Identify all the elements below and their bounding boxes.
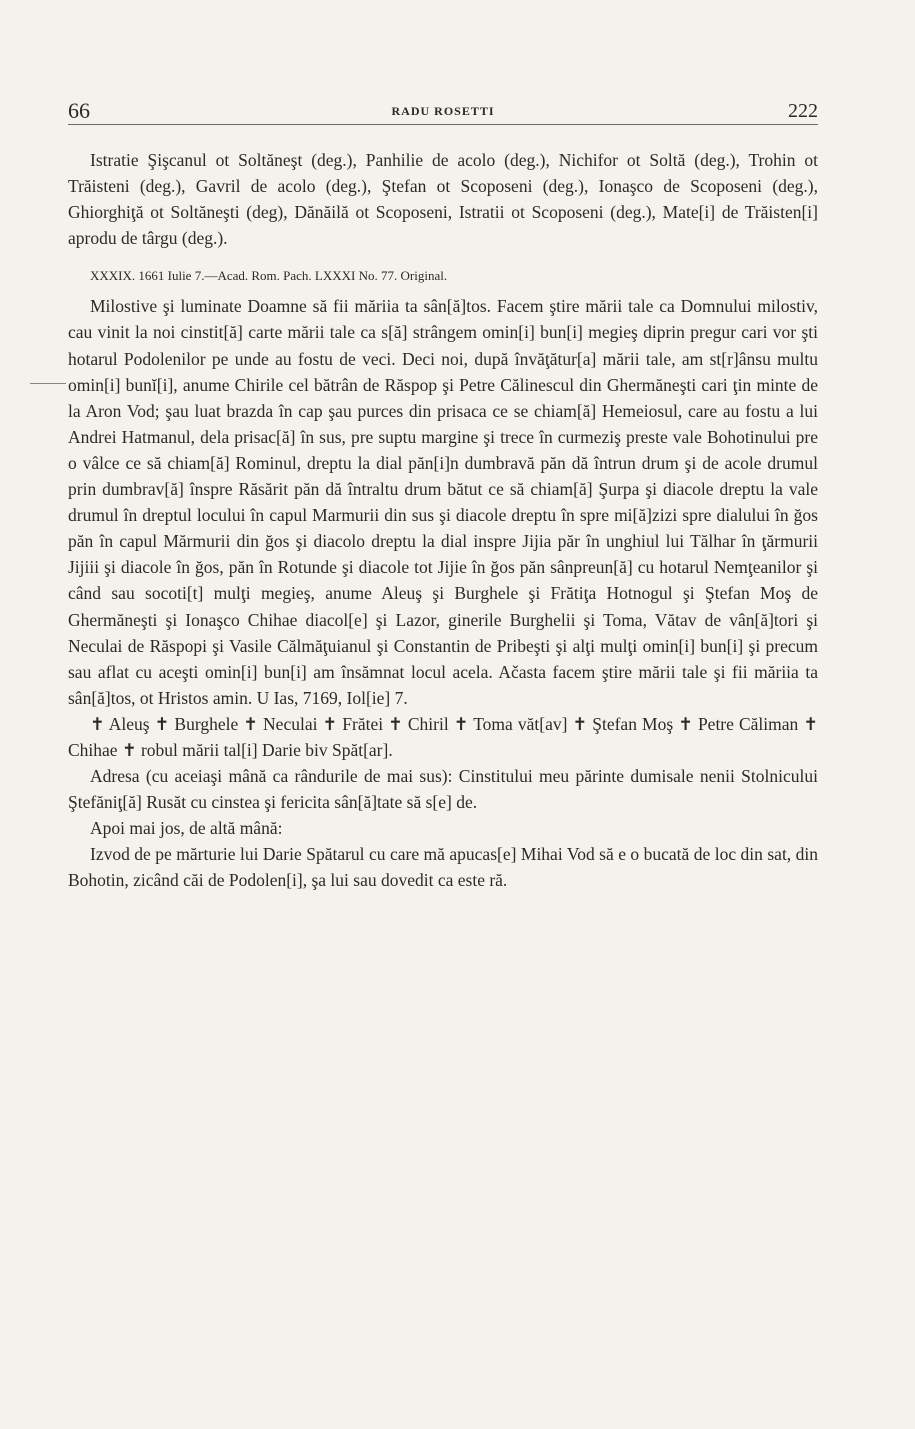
page-number: 66 (68, 98, 90, 123)
document-heading: XXXIX. 1661 Iulie 7.—Acad. Rom. Pach. LXXXI No. 77. Original. (90, 268, 448, 284)
page-header (68, 98, 818, 125)
margin-mark (30, 383, 66, 384)
body-text (68, 147, 818, 894)
folio-number: 222 (788, 100, 818, 122)
running-title: RADU ROSETTI (391, 104, 495, 118)
izvod-paragraph: Izvod de pe mărturie lui Darie Spătarul cu care mă apucas[e] Mihai Vod să e o bucată de loc din sat, din Bohotin, zicând căi de Podolen[i], şa lui sau dovedit ca este ră. (68, 844, 818, 891)
letter-paragraph: Milostive şi luminate Doamne să fii măriia ta sân[ă]tos. Facem ştire mării tale ca Domnului milostiv, cau vinit la noi cinstit[ă] carte mării tale ca s[ă] strângem omin[i] bun[i] megieş diprin pregur cari vor şti hotarul Podolenilor pe unde au fostu de veci. Deci noi, după învăţătur[a] mării tale, am st[r]ânsu multu omin[i] bunĭ[i], anume Chirile cel bătrân de Răspop şi Petre Călinescul din Ghermăneşti cari ţin minte de la Aron Vod; şau luat brazda în cap şau purces din prisaca ce se chiam[ă] Hemeiosul, care au fostu a lui Andrei Hatmanul, dela prisac[ă] în sus, pre suptu margine şi trece în curmeziş preste vale Bohotinului pre o vâlce ce să chiam[ă] Rominul, dreptu la dial păn[i]n dumbravă păn dă întrun drum şi de acole drumul prin dumbrav[ă] înspre Răsărit păn dă întraltu drum bătut ce să chiam[ă] Şurpa şi diacole dreptu la vale drumul în dreptul locului în capul Marmurii din sus şi diacole dreptu în spre mi[ă]zizi spre dialului în ğos păn în capul Mărmurii din ğos şi diacolo dreptu la dial inspre Jijia păr în unghiul lui Tălhar în ţărmurii Jijiii şi diacole în ğos, păn în Rotunde şi diacole tot Jijie în ğos păn sânpreun[ă] cu hotarul Nemţeanilor şi când sau socoti[t] mulţi megieş, anume Aleuş şi Burghele şi Frătiţa Hotnogul şi Ştefan Moş de Ghermăneşti şi Ionaşco Chihae diacol[e] şi Lazor, ginerile Burghelii şi Toma, Vătav de vân[ă]tori şi Neculai de Răspopi şi Vasile Călmăţuianul şi Constantin de Pribeşti şi alţi mulţi omin[i] bun[i] şi precum sau aflat cu aceşti omin[i] bun[i] am însămnat locul acela. Ačasta facem ştire mării tale şi fii măriia ta sân[ă]tos, ot Hristos amin. U Ias, 7169, Iol[ie] 7. (68, 296, 818, 708)
witness-list-paragraph: Istratie Şişcanul ot Soltăneşt (deg.), Panhilie de acolo (deg.), Nichifor ot Soltă (deg.), Trohin ot Trăisteni (deg.), Gavril de acolo (deg.), Ştefan ot Scoposeni (deg.), Ionaşco de Scoposeni (deg.), Ghiorghiţă ot Soltăneşti (deg), Dănăilă ot Scoposeni, Istratii ot Scoposeni (deg.), Mate[i] de Trăisten[i] aprodu de târgu (deg.). (68, 150, 818, 249)
note-paragraph: Apoi mai jos, de altă mână: (90, 818, 283, 839)
signatures-paragraph: ✝ Aleuş ✝ Burghele ✝ Neculai ✝ Frătei ✝ Chiril ✝ Toma văt[av] ✝ Ştefan Moş ✝ Petre Căliman ✝ Chihae ✝ robul mării tal[i] Darie biv Spăt[ar]. (68, 713, 818, 760)
address-paragraph: Adresa (cu aceiaşi mână ca rândurile de mai sus): Cinstitului meu părinte dumisale nenii Stolnicului Ştefăniţ[ă] Rusăt cu cinstea şi fericita sân[ă]tate să s[e] de. (68, 766, 818, 813)
